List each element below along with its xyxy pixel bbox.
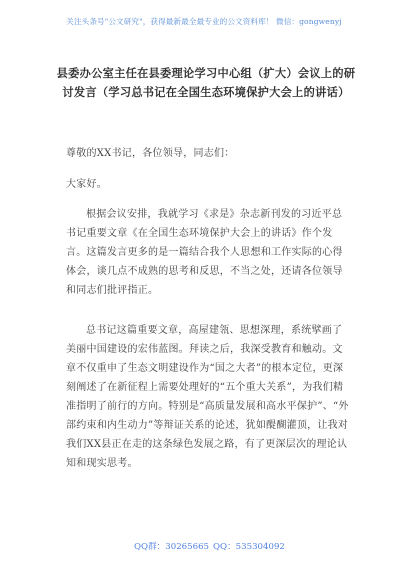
header-banner: 关注头条号"公文研究"，获得最新最全最专业的公文资料库！ 微信：gongwenyj bbox=[66, 17, 342, 26]
paragraph-2: 总书记这篇重要文章，高屋建瓴、思想深理，系统擘画了美丽中国建设的宏伟蓝图。拜读之后，我深受教育和触动。文章不仅重申了生态文明建设作为“国之大者”的根本定位，更深刻阐述了在新征程上需要处理好的“五个重大关系”，为我们精准指明了前行的方向。特别是“高质量发展和高水平保护”、“外部约束和内生动力”等辩证关系的论述，犹如醍醐灌顶，让我对我们XX县正在走的这条绿色发展之路，有了更深层次的理论认知和现实思考。 bbox=[66, 325, 349, 469]
footer-qq: QQ：535304092 bbox=[213, 542, 285, 552]
paragraph-1: 根据会议安排，我就学习《求是》杂志新刊发的习近平总书记重要文章《在全国生态环境保护大会上的讲话》作个发言。这篇发言更多的是一篇结合我个人思想和工作实际的心得体会，谈几点不成熟的思考和反思，不当之处，还请各位领导和同志们批评指正。 bbox=[66, 209, 343, 296]
greeting: 大家好。 bbox=[66, 179, 107, 190]
document-title: 县委办公室主任在县委理论学习中心组（扩大）会议上的研讨发言（学习总书记在全国生态环境保护大会上的讲话） bbox=[56, 66, 356, 99]
salutation: 尊敬的XX书记，各位领导，同志们： bbox=[66, 148, 235, 159]
footer-qq-group: QQ群：30265665 bbox=[134, 542, 210, 552]
